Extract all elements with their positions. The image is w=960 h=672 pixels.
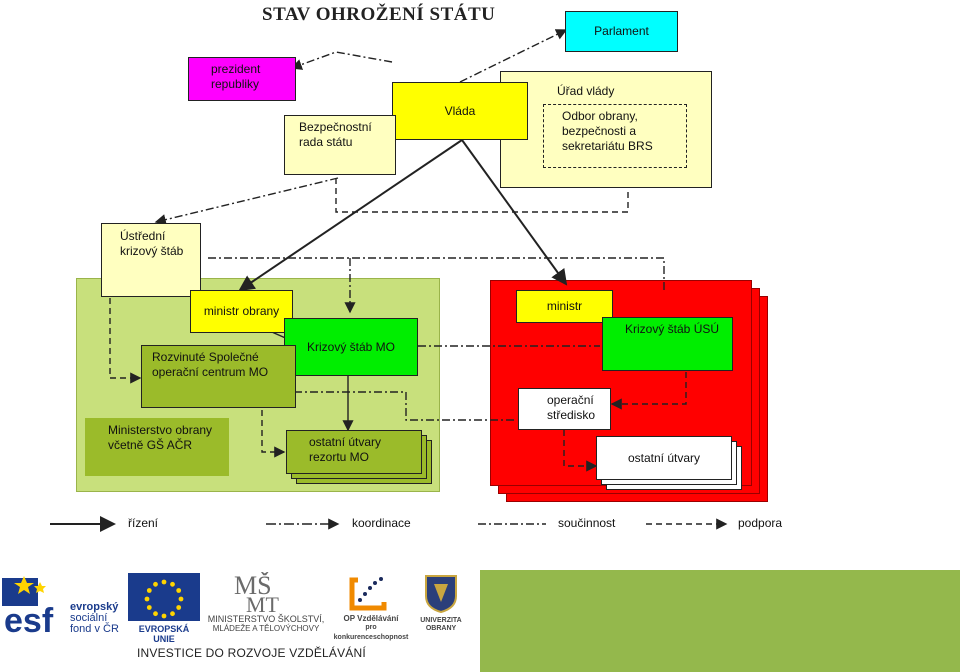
svg-text:MŠ: MŠ — [234, 572, 272, 600]
odbor-obrany-box — [543, 104, 687, 168]
msmt-emblem-icon — [206, 572, 326, 612]
urad-vlady-label: Úřad vlády — [557, 84, 615, 98]
operacni-stredisko-box — [518, 388, 611, 430]
uo-line1: UNIVERZITA — [420, 617, 462, 624]
operacni-stredisko-label: operační středisko — [547, 393, 596, 422]
line-brs-ustredni — [156, 178, 338, 222]
msmt-logo — [206, 572, 326, 634]
rozvinute-soc-label: Rozvinuté Společné operační centrum MO — [152, 350, 269, 379]
footer-green-band — [480, 570, 960, 672]
op-emblem-icon — [330, 572, 412, 616]
ustredni-krizovy-stab-label: Ústřední krizový štáb — [120, 229, 184, 258]
line-ustredni-horizontal — [208, 258, 664, 290]
eu-logo — [128, 573, 200, 644]
ostatni-utvary-label: ostatní útvary — [627, 450, 701, 465]
esf-logo — [2, 574, 124, 636]
krizovy-stab-usu-label: Krizový štáb ÚSÚ — [625, 322, 720, 336]
esf-line3: fond v ČR — [70, 623, 119, 635]
ministerstvo-obrany-box — [85, 418, 229, 476]
uo-line2: OBRANY — [425, 625, 457, 632]
vlada-box — [392, 82, 528, 140]
line-soc-opstred — [294, 392, 516, 420]
vlada-label: Vláda — [444, 103, 476, 118]
line-ustredni-soc — [110, 298, 140, 378]
svg-text:esf: esf — [4, 602, 54, 636]
ministr-obrany-label: ministr obrany — [203, 304, 280, 318]
esf-line2: sociální — [70, 612, 108, 624]
legend-rizeni: řízení — [128, 516, 159, 530]
svg-text:MT: MT — [246, 592, 279, 612]
ministr-obrany-box — [190, 290, 293, 333]
investice-text: INVESTICE DO ROZVOJE VZDĚLÁVÁNÍ — [137, 646, 366, 660]
legend-koordinace: koordinace — [352, 516, 411, 530]
ustredni-krizovy-stab-box — [101, 223, 201, 297]
legend-soucinnost: součinnost — [558, 516, 616, 530]
ostatni-utvary-mo-label: ostatní útvary rezortu MO — [309, 435, 382, 464]
eu-flag-icon — [128, 573, 200, 621]
krizovy-stab-mo-box — [284, 318, 418, 376]
line-opstred-ostatni — [564, 430, 596, 466]
prezident-box — [188, 57, 296, 101]
legend-podpora: podpora — [738, 516, 783, 530]
msmt-line1: MINISTERSTVO ŠKOLSTVÍ, — [207, 614, 325, 624]
prezident-label: prezident republiky — [211, 62, 261, 91]
op-line2: pro konkurenceschopnost — [333, 624, 409, 641]
op-line1: OP Vzdělávání — [343, 614, 399, 623]
ministr-label: ministr — [546, 299, 583, 313]
ministr-box — [516, 290, 613, 323]
uo-logo — [416, 572, 466, 634]
odbor-obrany-label: Odbor obrany, bezpečnosti a sekretariátu BRS — [562, 109, 653, 153]
krizovy-stab-mo-label: Krizový štáb MO — [306, 339, 396, 354]
parlament-label: Parlament — [594, 24, 649, 38]
ostatni-utvary-mo-box — [286, 430, 422, 474]
ostatni-utvary-box — [596, 436, 732, 480]
esf-line1: evropský — [70, 601, 119, 613]
bezpecnostni-rada-box — [284, 115, 396, 175]
krizovy-stab-usu-box — [602, 317, 733, 371]
op-logo — [330, 572, 412, 641]
bezpecnostni-rada-label: Bezpečnostní rada státu — [299, 120, 372, 149]
line-ks-usu-opstred — [612, 372, 686, 404]
line-vlada-prezident — [292, 52, 392, 68]
ministerstvo-obrany-label: Ministerstvo obrany včetně GŠ AČR — [108, 423, 213, 452]
diagram-title: STAV OHROŽENÍ STÁTU — [262, 4, 496, 25]
parlament-box — [565, 11, 678, 52]
line-soc-ostatni — [262, 410, 284, 452]
uo-shield-icon — [416, 572, 466, 614]
msmt-line2: MLÁDEŽE A TĚLOVÝCHOVY — [212, 624, 320, 633]
rozvinute-soc-box — [141, 345, 296, 408]
eu-label: EVROPSKÁ UNIE — [138, 624, 190, 644]
